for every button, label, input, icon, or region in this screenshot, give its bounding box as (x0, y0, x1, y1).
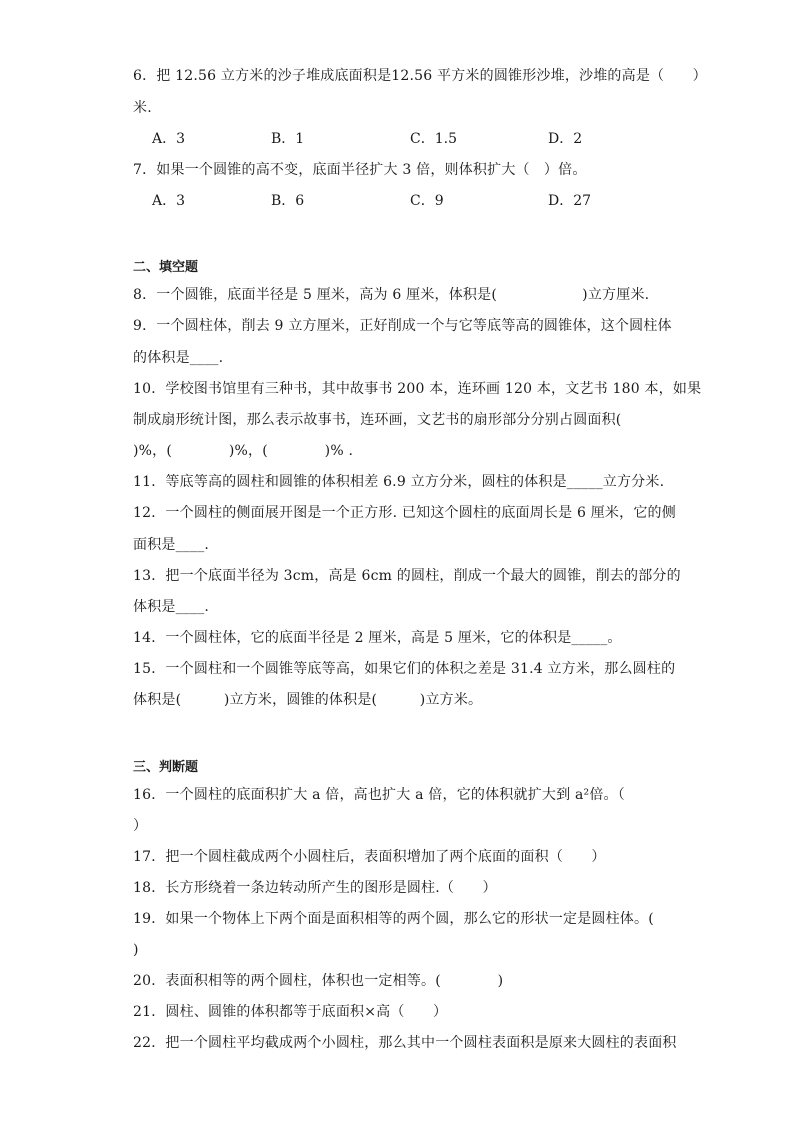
question-9-line-2: 的体积是____. (133, 350, 224, 366)
question-7-option-b: B．6 (271, 193, 305, 209)
question-13-line-2: 体积是____. (133, 599, 210, 615)
question-6-option-d: D．2 (548, 131, 583, 147)
question-6-option-b: B．1 (271, 131, 305, 147)
question-19-line-2: ) (133, 942, 139, 958)
question-20: 20．表面积相等的两个圆柱，体积也一定相等。( ) (133, 973, 504, 989)
question-15-line-2: 体积是( )立方米，圆锥的体积是( )立方米。 (133, 692, 483, 708)
question-10-line-3: )%，( )%，( )% . (133, 443, 354, 459)
question-17: 17．把一个圆柱截成两个小圆柱后，表面积增加了两个底面的面积（ ） (133, 849, 606, 865)
question-12-line-1: 12．一个圆柱的侧面展开图是一个正方形. 已知这个圆柱的底面周长是 6 厘米，它的侧 (133, 505, 676, 521)
question-19-line-1: 19．如果一个物体上下两个面是面积相等的两个圆，那么它的形状一定是圆柱体。( (133, 911, 654, 927)
question-7-option-c: C．9 (410, 193, 444, 209)
question-16-line-1: 16．一个圆柱的底面积扩大 a 倍，高也扩大 a 倍，它的体积就扩大到 a²倍。（ (133, 787, 625, 803)
section-heading-fill-in: 二、填空题 (133, 260, 199, 275)
question-6-option-c: C．1.5 (410, 131, 457, 147)
question-7-option-d: D．27 (548, 193, 592, 209)
question-14: 14．一个圆柱体，它的底面半径是 2 厘米，高是 5 厘米，它的体积是_____。 (133, 630, 622, 646)
question-10-line-2: 制成扇形统计图，那么表示故事书，连环画，文艺书的扇形部分分别占圆面积( (133, 412, 622, 428)
question-16-line-2: ） (133, 818, 148, 834)
section-heading-true-false: 三、判断题 (133, 760, 199, 775)
question-15-line-1: 15．一个圆柱和一个圆锥等底等高，如果它们的体积之差是 31.4 立方米，那么圆柱的 (133, 661, 676, 677)
question-10-line-1: 10．学校图书馆里有三种书，其中故事书 200 本，连环画 120 本，文艺书 180 本，如果 (133, 381, 702, 397)
question-22-line-1: 22．把一个圆柱平均截成两个小圆柱，那么其中一个圆柱表面积是原来大圆柱的表面积 (133, 1035, 677, 1051)
question-18: 18．长方形绕着一条边转动所产生的图形是圆柱.（ ） (133, 880, 497, 896)
question-6-option-a: A．3 (152, 131, 186, 147)
question-13-line-1: 13．把一个底面半径为 3cm，高是 6cm 的圆柱，削成一个最大的圆锥，削去的部分的 (133, 568, 681, 584)
question-12-line-2: 面积是____. (133, 537, 210, 553)
question-7-line-1: 7．如果一个圆锥的高不变，底面半径扩大 3 倍，则体积扩大（ ）倍。 (133, 162, 587, 178)
question-7-option-a: A．3 (152, 193, 186, 209)
question-11: 11．等底等高的圆柱和圆锥的体积相差 6.9 立方分米，圆柱的体积是_____立方分米. (133, 474, 665, 490)
question-9-line-1: 9．一个圆柱体，削去 9 立方厘米，正好削成一个与它等底等高的圆锥体，这个圆柱体 (133, 318, 672, 334)
question-6-line-2: 米. (133, 100, 152, 116)
question-21: 21．圆柱、圆锥的体积都等于底面积×高（ ） (133, 1004, 448, 1020)
question-8: 8．一个圆锥，底面半径是 5 厘米，高为 6 厘米，体积是( )立方厘米. (133, 287, 650, 303)
question-6-line-1: 6．把 12.56 立方米的沙子堆成底面积是12.56 平方米的圆锥形沙堆，沙堆的高是（ ） (133, 68, 707, 84)
